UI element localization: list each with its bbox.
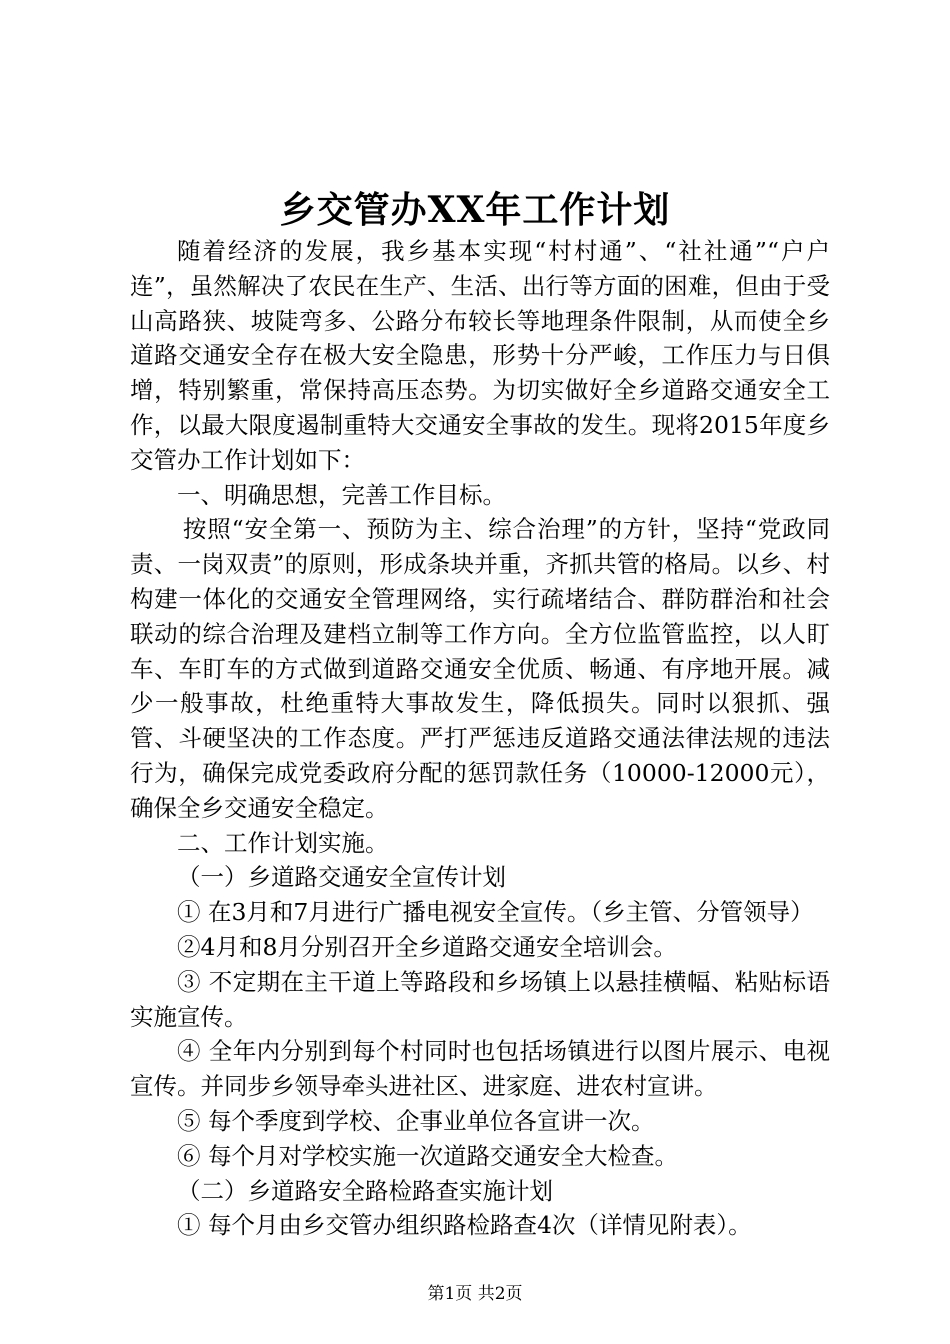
list-item: ④ 全年内分别到每个村同时也包括场镇进行以图片展示、电视宣传。并同步乡领导牵头进社区、进家庭、进农村宣讲。 [130,1037,830,1101]
section-heading-2: 二、工作计划实施。 [177,828,389,857]
section-1-paragraph: 按照“安全第一、预防为主、综合治理”的方针，坚持“党政同责、一岗双责”的原则，形成条块并重，齐抓共管的格局。以乡、村构建一体化的交通安全管理网络，实行疏堵结合、群防群治和社会联动的综合治理及建档立制等工作方向。全方位监管监控，以人盯车、车盯车的方式做到道路交通安全优质、畅通、有序地开展。减少一般事故，杜绝重特大事故发生，降低损失。同时以狠抓、强管、斗硬坚决的工作态度。严打严惩违反道路交通法律法规的违法行为，确保完成党委政府分配的惩罚款任务（10000-12000元），确保全乡交通安全稳定。 [130,515,830,822]
subsection-heading-2: （二）乡道路安全路检路查实施计划 [177,1176,553,1205]
page-footer: 第1页 共2页 [427,1284,523,1304]
list-item: ① 每个月由乡交管办组织路检路查4次（详情见附表）。 [177,1211,752,1240]
list-item: ⑥ 每个月对学校实施一次道路交通安全大检查。 [177,1141,678,1170]
list-item: ③ 不定期在主干道上等路段和乡场镇上以悬挂横幅、粘贴标语实施宣传。 [130,967,830,1031]
subsection-heading-1: （一）乡道路交通安全宣传计划 [177,863,506,892]
list-item: ① 在3月和7月进行广播电视安全宣传。（乡主管、分管领导） [177,898,814,927]
list-item: ②4月和8月分别召开全乡道路交通安全培训会。 [177,932,677,961]
list-item: ⑤ 每个季度到学校、企事业单位各宣讲一次。 [177,1106,655,1135]
intro-paragraph: 随着经济的发展，我乡基本实现“村村通”、“社社通”“户户连”，虽然解决了农民在生产、生活、出行等方面的困难，但由于受山高路狭、坡陡弯多、公路分布较长等地理条件限制，从而使全乡道路交通安全存在极大安全隐患，形势十分严峻，工作压力与日俱增，特别繁重，常保持高压态势。为切实做好全乡道路交通安全工作，以最大限度遏制重特大交通安全事故的发生。现将2015年度乡交管办工作计划如下： [130,237,830,474]
section-heading-1: 一、明确思想，完善工作目标。 [177,480,506,509]
document-title: 乡交管办XX年工作计划 [279,189,671,231]
document-body [130,234,830,1243]
